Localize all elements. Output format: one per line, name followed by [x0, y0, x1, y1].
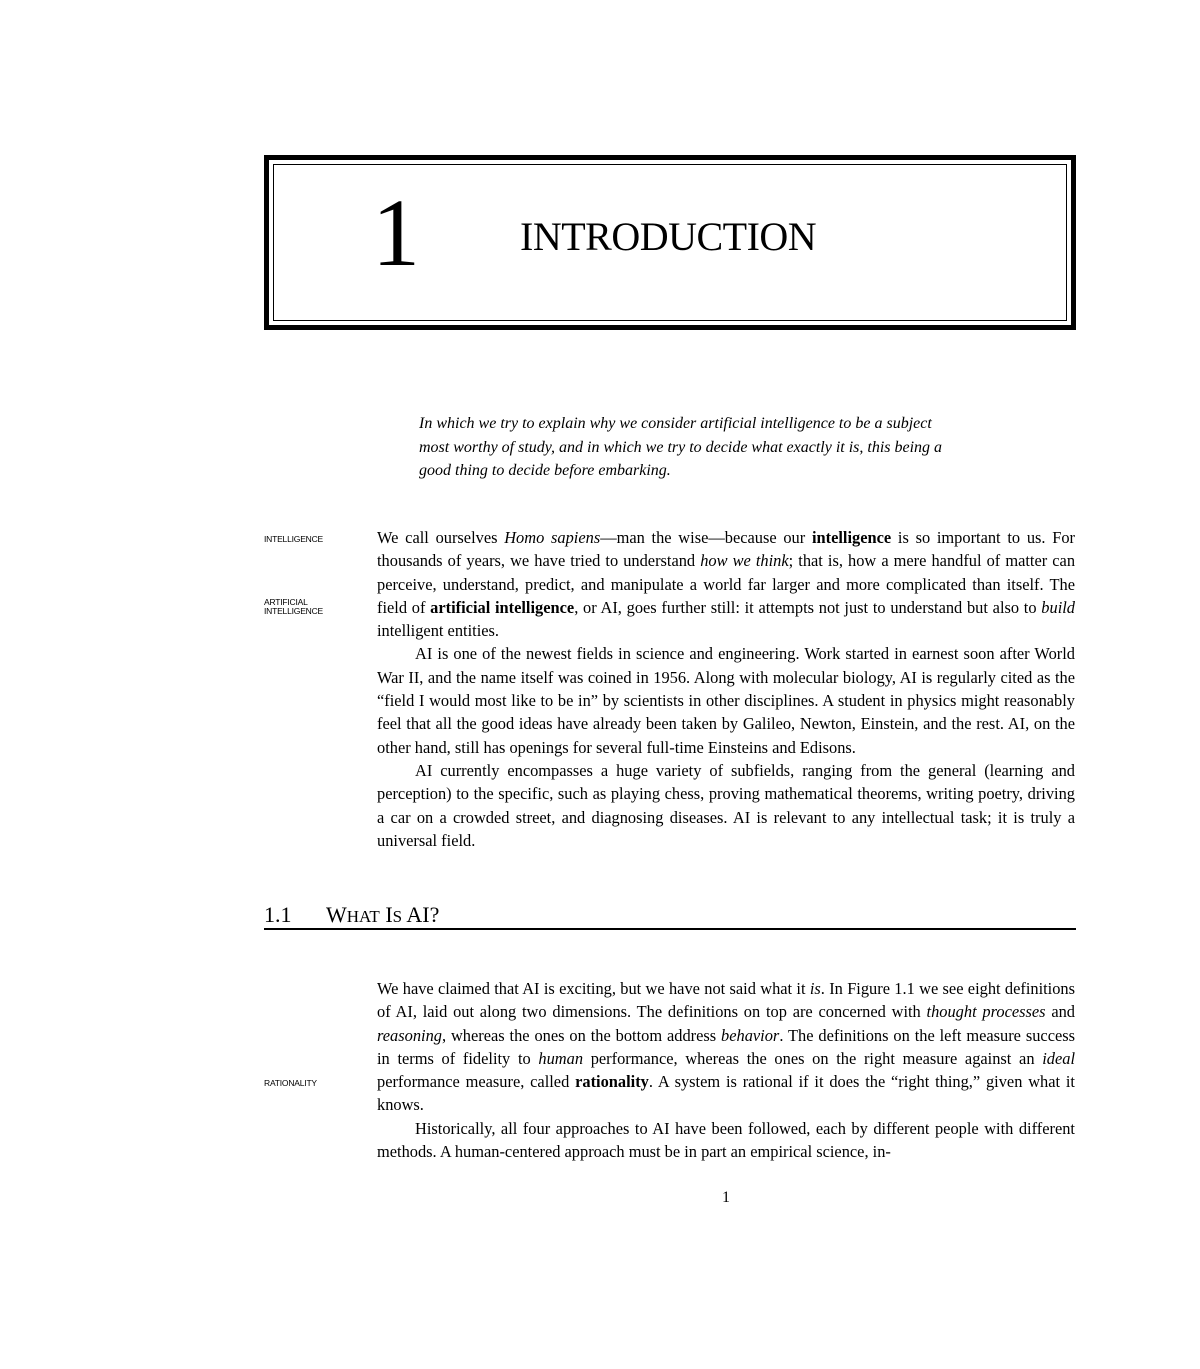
paragraph-2: AI is one of the newest fields in science and engineering. Work started in earnest soon after World War II, and the name itself was coined in 1956. Along with molecular biology, AI is regularly cited as the “field I would most like to be in” by scientists in other disciplines. A student in physics might reasonably feel that all the good ideas have already been taken by Galileo, Newton, Einstein, and the rest. AI, on the other hand, still has openings for several full-time Einsteins and Edisons. [377, 644, 1075, 757]
text-run: . In Figure 1.1 we see eight definitions of AI, laid out along two dimensions. The definitions on top are concerned with [377, 979, 1075, 1022]
text-run: We have claimed that AI is exciting, but we have not said what it [377, 979, 810, 998]
intro-body-text [377, 526, 1075, 852]
text-run: We call ourselves [377, 528, 505, 547]
section-body-text [377, 977, 1075, 1163]
bold-term-intelligence: intelligence [811, 528, 892, 547]
section-title-smallcaps: S [392, 907, 403, 926]
paragraph-1 [377, 526, 1075, 642]
margin-note-intelligence: INTELLIGENCE [264, 534, 324, 544]
italic-term: reasoning [377, 1025, 442, 1045]
paragraph-5: Historically, all four approaches to AI have been followed, each by different people with different methods. A human-centered approach must be in part an empirical science, in- [377, 1118, 1075, 1162]
italic-term: ideal [1042, 1048, 1075, 1068]
section-title-smallcaps: HAT [346, 907, 380, 926]
paragraph-4 [377, 977, 1075, 1117]
epigraph-line-2: most worthy of study, and in which we try to decide what exactly it is, this being a [419, 438, 943, 456]
margin-note-line-2: INTELLIGENCE [264, 606, 324, 616]
margin-note-rationality: RATIONALITY [264, 1078, 317, 1088]
margin-note-artificial-intelligence [264, 598, 364, 616]
section-title-cap: I [385, 902, 393, 927]
margin-note-line-1: ARTIFICIAL [264, 597, 308, 607]
italic-term: Homo sapiens [504, 528, 601, 547]
text-run: , whereas the ones on the bottom address [441, 1025, 722, 1045]
section-title [326, 902, 439, 927]
text-run: performance, whereas the ones on the right measure against an [583, 1048, 1043, 1068]
section-title-cap: W [326, 902, 347, 927]
text-run: , or AI, goes further still: it attempts not just to understand but also to [574, 597, 1042, 617]
text-run: and [1045, 1002, 1075, 1022]
text-run: intelligent entities. [377, 621, 499, 641]
text-run: . The definitions on the left measure success in terms of fidelity to [377, 1025, 1076, 1068]
italic-term: how we think [700, 551, 789, 571]
italic-term: human [538, 1048, 584, 1068]
bold-term-rationality: rationality [575, 1072, 649, 1092]
italic-term: build [1041, 597, 1075, 617]
italic-term: behavior [721, 1025, 780, 1045]
page-number: 1 [722, 1189, 730, 1206]
text-run: is so important to us. For thousands of years, we have tried to understand [377, 528, 1076, 571]
paragraph-3: AI currently encompasses a huge variety of subfields, ranging from the general (learning and perception) to the specific, such as playing chess, proving mathematical theorems, writing poetry, driving a car on a crowded street, and diagnosing diseases. AI is relevant to any intellectual task; it is truly a universal field. [377, 760, 1075, 850]
chapter-title: INTRODUCTION [520, 214, 817, 259]
text-run: performance measure, called [377, 1072, 576, 1092]
text-run: . A system is rational if it does the “right thing,” given what it knows. [377, 1072, 1075, 1115]
italic-term: is [809, 979, 821, 998]
section-title-cap: AI? [406, 902, 440, 927]
text-run: —man the wise—because our [600, 528, 812, 547]
italic-term: thought processes [926, 1002, 1046, 1022]
text-run: ; that is, how a mere handful of matter can perceive, understand, predict, and manipulate a world far larger and more complicated than itself. The field of [377, 551, 1076, 617]
epigraph-line-3: good thing to decide before embarking. [419, 462, 671, 479]
bold-term-artificial-intelligence: artificial intelligence [430, 597, 575, 617]
chapter-number: 1 [372, 179, 420, 286]
chapter-epigraph [419, 412, 1039, 483]
section-heading [264, 902, 1076, 930]
section-number: 1.1 [264, 902, 292, 927]
epigraph-line-1: In which we try to explain why we consider artificial intelligence to be a subject [419, 415, 932, 432]
